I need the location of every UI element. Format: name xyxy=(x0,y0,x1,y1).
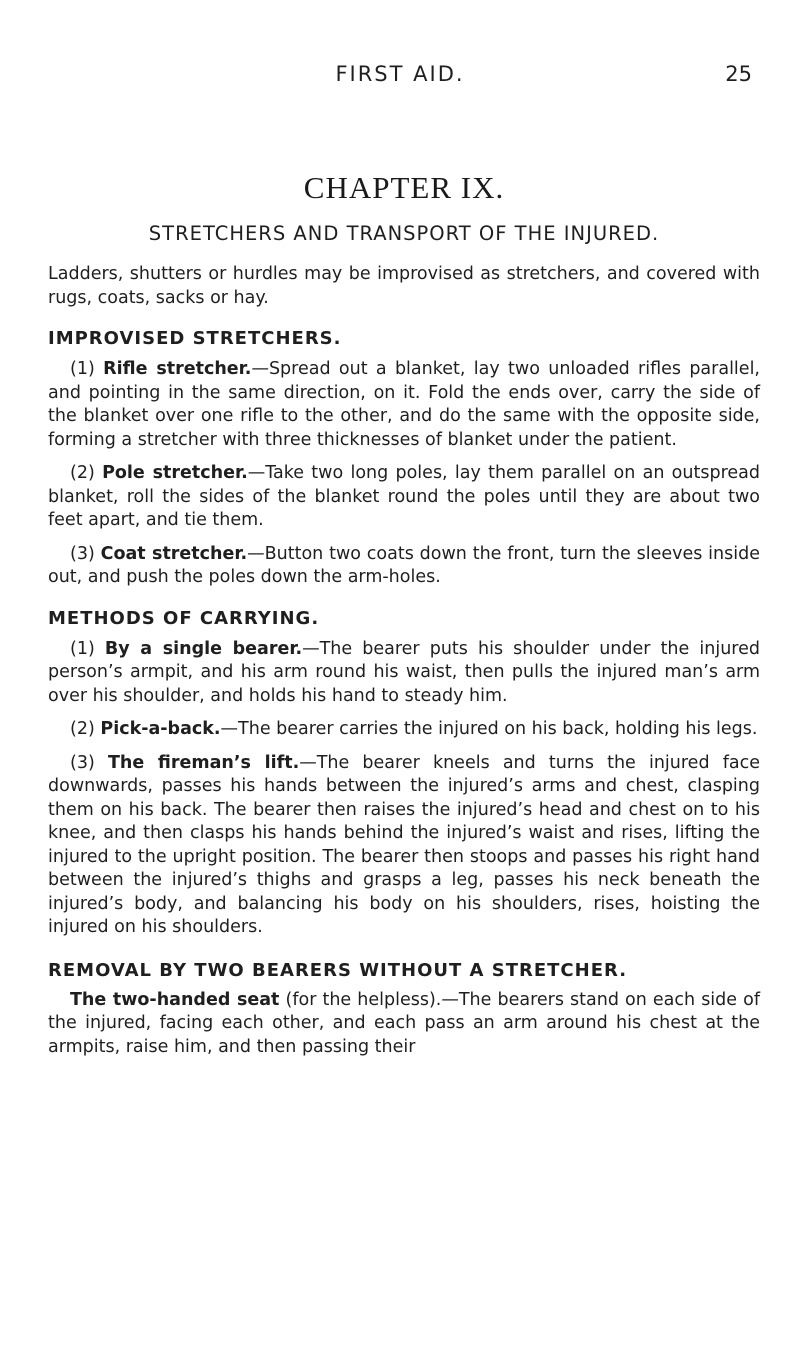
item-rifle-stretcher xyxy=(48,358,760,452)
item-text: —Take two long poles, lay them parallel on an outspread blanket, roll the sides of the blanket round the poles until they are about two feet apart, and tie them. xyxy=(48,463,760,530)
item-pole-stretcher xyxy=(48,462,760,533)
item-number: (1) xyxy=(70,638,95,659)
item-single-bearer xyxy=(48,638,760,709)
item-text: —Button two coats down the front, turn the sleeves inside out, and push the poles down the arm-holes. xyxy=(48,543,760,587)
item-number: (3) xyxy=(70,752,95,773)
item-term: By a single bearer. xyxy=(104,638,303,659)
section-heading-removal-by-two-bearers: REMOVAL BY TWO BEARERS WITHOUT A STRETCHER. xyxy=(48,959,628,981)
item-number: (1) xyxy=(70,359,95,379)
item-text: —Spread out a blanket, lay two unloaded rifles parallel, and pointing in the same direction, on it. Fold the ends over, carry the side of the blanket over one rifle to the other, and do the same with the opposite side, forming a stretcher with three thicknesses of blanket under the patient. xyxy=(48,359,760,450)
running-title: FIRST AID. xyxy=(335,62,465,86)
chapter-title: CHAPTER IX. xyxy=(303,170,505,205)
item-number: (3) xyxy=(70,543,95,564)
item-term: Pick-a-back. xyxy=(100,719,221,739)
chapter-subtitle: STRETCHERS AND TRANSPORT OF THE INJURED. xyxy=(148,222,660,245)
page-body xyxy=(48,170,760,1059)
item-text: —The bearer kneels and turns the injured face downwards, passes his hands between the injured’s arms and chest, clasping them on his back. The bearer then raises the injured’s head and chest on to his knee, and then clasps his hands behind the injured’s waist and rises, lifting the injured to the upright position. The bearer then stoops and passes his right hand between the injured’s thighs and grasps a leg, passes his neck beneath the injured’s body, and balancing his body on his shoulders, rises, hoisting the injured on his shoulders. xyxy=(48,752,760,937)
item-text: (for the helpless).—The bearers stand on each side of the injured, facing each other, and each pass an arm around his chest at the armpits, raise him, and then passing their xyxy=(48,989,760,1057)
running-header xyxy=(0,62,800,92)
item-text: —The bearer puts his shoulder under the injured person’s armpit, and his arm round his waist, then pulls the injured man’s arm over his shoulder, and holds his hand to steady him. xyxy=(48,638,760,706)
item-term: Rifle stretcher. xyxy=(103,359,252,379)
item-text: —The bearer carries the injured on his back, holding his legs. xyxy=(220,719,758,739)
item-term: The two-handed seat xyxy=(70,989,280,1010)
item-term: Coat stretcher. xyxy=(100,543,248,564)
item-number: (2) xyxy=(70,463,95,483)
section-heading-methods-of-carrying: METHODS OF CARRYING. xyxy=(48,607,320,629)
item-two-handed-seat xyxy=(48,989,760,1060)
item-firemans-lift xyxy=(48,752,760,940)
item-term: Pole stretcher. xyxy=(102,463,248,483)
section-heading-improvised-stretchers: IMPROVISED STRETCHERS. xyxy=(48,328,342,349)
item-pick-a-back xyxy=(48,718,760,742)
intro-paragraph: Ladders, shutters or hurdles may be improvised as stretchers, and covered with rugs, coats, sacks or hay. xyxy=(48,264,760,308)
page-number: 25 xyxy=(725,62,752,86)
item-coat-stretcher xyxy=(48,543,760,590)
item-number: (2) xyxy=(70,719,95,739)
item-term: The fireman’s lift. xyxy=(107,752,300,773)
